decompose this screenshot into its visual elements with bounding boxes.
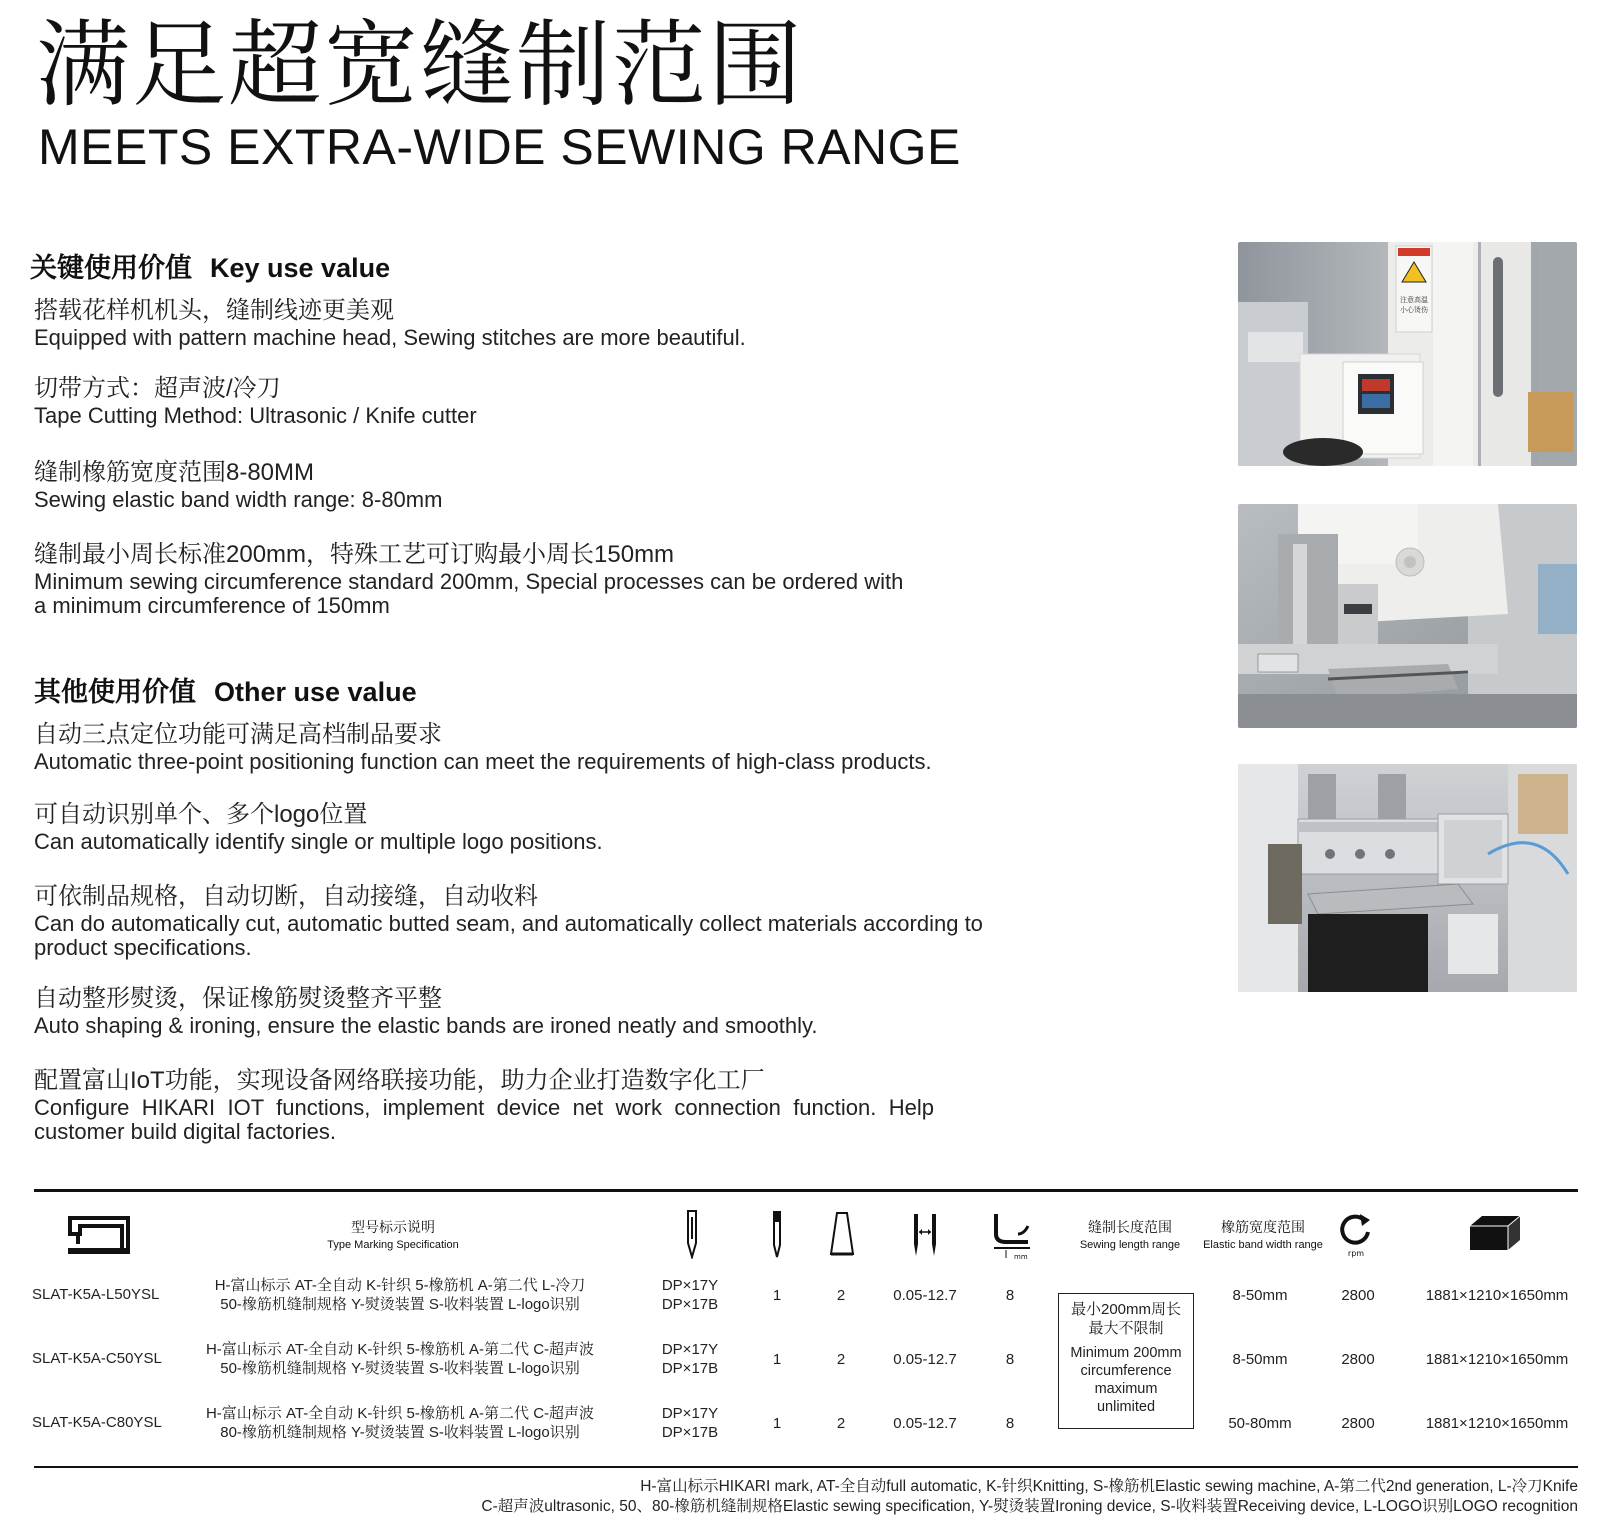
key-heading-en: Key use value bbox=[210, 253, 391, 283]
presser-lift: 8 bbox=[1005, 1287, 1015, 1304]
key-item-cn: 缝制最小周长标准200mm，特殊工艺可订购最小周长150mm bbox=[34, 541, 675, 568]
mm-label: mm bbox=[1014, 1253, 1028, 1260]
page-title-en: MEETS EXTRA-WIDE SEWING RANGE bbox=[38, 119, 961, 175]
sewing-length-range-box bbox=[1058, 1293, 1194, 1429]
other-item-cn: 可依制品规格，自动切断，自动接缝，自动收料 bbox=[34, 883, 538, 910]
other-item-cn: 可自动识别单个、多个logo位置 bbox=[34, 801, 368, 828]
speed-rpm: 2800 bbox=[1341, 1351, 1375, 1368]
band-width: 8-50mm bbox=[1232, 1287, 1288, 1304]
other-heading-en: Other use value bbox=[214, 677, 417, 707]
model-description-line1: H-富山标示 AT-全自动 K-针织 5-橡筋机 A-第二代 C-超声波 bbox=[205, 1341, 595, 1358]
band-width-header-cn: 橡筋宽度范围 bbox=[1221, 1219, 1305, 1235]
dimensions: 1881×1210×1650mm bbox=[1425, 1351, 1569, 1368]
other-item bbox=[34, 800, 1164, 854]
key-item-cn: 缝制橡筋宽度范围8-80MM bbox=[34, 459, 315, 486]
sew-range-en-1: Minimum 200mm bbox=[1070, 1345, 1182, 1361]
sewing-length-header-cn: 缝制长度范围 bbox=[1088, 1219, 1172, 1235]
type-spec-header-en: Type Marking Specification bbox=[327, 1239, 459, 1251]
model-description-line1: H-富山标示 AT-全自动 K-针织 5-橡筋机 A-第二代 C-超声波 bbox=[205, 1405, 595, 1422]
stitch-length: 0.05-12.7 bbox=[893, 1287, 957, 1304]
other-item-en: Configure HIKARI IOT functions, implement device net work connection function. Help customer build digital factories. bbox=[34, 1095, 934, 1144]
model-description-line2: 50-橡筋机缝制规格 Y-熨烫装置 S-收料装置 L-logo识别 bbox=[220, 1296, 580, 1313]
other-heading-cn: 其他使用价值 bbox=[34, 677, 196, 707]
key-item bbox=[34, 374, 1164, 428]
machine-photo-cutter-unit bbox=[1238, 764, 1577, 992]
other-item-cn: 自动整形熨烫，保证橡筋熨烫整齐平整 bbox=[34, 985, 442, 1012]
needle-count: 1 bbox=[772, 1351, 782, 1368]
model-description-line2: 80-橡筋机缝制规格 Y-熨烫装置 S-收料装置 L-logo识别 bbox=[220, 1424, 580, 1441]
table-bottom-rule bbox=[34, 1466, 1578, 1468]
thread-count: 2 bbox=[836, 1351, 846, 1368]
key-item-en: Minimum sewing circumference standard 200mm, Special processes can be ordered with a minimum circumference of 150mm bbox=[34, 569, 904, 618]
sew-range-en-4: unlimited bbox=[1096, 1399, 1156, 1415]
needle-type-2: DP×17B bbox=[661, 1296, 719, 1313]
key-item bbox=[34, 296, 1164, 350]
other-item bbox=[34, 882, 1044, 960]
key-item-en: Equipped with pattern machine head, Sewing stitches are more beautiful. bbox=[34, 325, 746, 350]
sewing-length-header-en: Sewing length range bbox=[1079, 1239, 1181, 1251]
other-item-cn: 自动三点定位功能可满足高档制品要求 bbox=[34, 721, 442, 748]
needle-type-2: DP×17B bbox=[661, 1360, 719, 1377]
sewing-machine-icon bbox=[66, 1212, 132, 1263]
model-description-line2: 50-橡筋机缝制规格 Y-熨烫装置 S-收料装置 L-logo识别 bbox=[220, 1360, 580, 1377]
needle-type bbox=[650, 1340, 730, 1378]
stitch-length-icon bbox=[910, 1212, 940, 1263]
footnote-line-2: C-超声波ultrasonic, 50、80-橡筋机缝制规格Elastic sewing specification, Y-熨烫装置Ironing device, S-收料装置Receiving device, L-LOGO识别LOGO recognition bbox=[481, 1498, 1578, 1515]
band-width-header-en: Elastic band width range bbox=[1203, 1239, 1323, 1251]
key-item-cn: 切带方式：超声波/冷刀 bbox=[34, 375, 281, 402]
speed-rpm-icon bbox=[1338, 1212, 1374, 1263]
needle-icon bbox=[682, 1209, 702, 1264]
key-item-cn: 搭载花样机机头，缝制线迹更美观 bbox=[34, 297, 394, 324]
rpm-label: rpm bbox=[1347, 1249, 1365, 1258]
dimensions: 1881×1210×1650mm bbox=[1425, 1287, 1569, 1304]
key-item bbox=[34, 458, 1164, 512]
type-spec-header bbox=[318, 1218, 468, 1254]
key-item-en: Sewing elastic band width range: 8-80mm bbox=[34, 487, 443, 512]
page-title-cn: 满足超宽缝制范围 bbox=[36, 12, 805, 117]
needle-type-1: DP×17Y bbox=[661, 1405, 719, 1422]
key-heading-cn: 关键使用价值 bbox=[30, 253, 192, 283]
band-width: 8-50mm bbox=[1232, 1351, 1288, 1368]
thread-count: 2 bbox=[836, 1415, 846, 1432]
presser-lift: 8 bbox=[1005, 1351, 1015, 1368]
needle-count: 1 bbox=[772, 1287, 782, 1304]
other-section-heading bbox=[34, 670, 417, 709]
presser-lift: 8 bbox=[1005, 1415, 1015, 1432]
stitch-length: 0.05-12.7 bbox=[893, 1415, 957, 1432]
key-item-en: Tape Cutting Method: Ultrasonic / Knife cutter bbox=[34, 403, 477, 428]
other-item-en: Can automatically identify single or multiple logo positions. bbox=[34, 829, 603, 854]
speed-rpm: 2800 bbox=[1341, 1415, 1375, 1432]
model-description bbox=[180, 1340, 620, 1378]
presser-foot-lift-icon bbox=[992, 1212, 1032, 1265]
model-number: SLAT-K5A-L50YSL bbox=[32, 1286, 160, 1303]
band-width: 50-80mm bbox=[1228, 1415, 1292, 1432]
photo-warning-text-2: 小心烫伤 bbox=[1400, 306, 1428, 314]
needle-type bbox=[650, 1276, 730, 1314]
band-width-header bbox=[1194, 1218, 1332, 1254]
needle-type-1: DP×17Y bbox=[661, 1341, 719, 1358]
model-number: SLAT-K5A-C80YSL bbox=[32, 1414, 162, 1431]
sew-range-cn-1: 最小200mm周长 bbox=[1070, 1301, 1182, 1318]
other-item-en: Can do automatically cut, automatic butted seam, and automatically collect materials according to product specifications. bbox=[34, 911, 983, 960]
sewing-length-header bbox=[1070, 1218, 1190, 1254]
stitch-length: 0.05-12.7 bbox=[893, 1351, 957, 1368]
other-item-cn: 配置富山IoT功能，实现设备网络联接功能，助力企业打造数字化工厂 bbox=[34, 1067, 765, 1094]
machine-photo-sewing-head bbox=[1238, 504, 1577, 728]
key-item bbox=[34, 540, 914, 618]
sew-range-cn-2: 最大不限制 bbox=[1088, 1320, 1164, 1337]
other-item-en: Automatic three-point positioning function can meet the requirements of high-class products. bbox=[34, 749, 932, 774]
needle-count: 1 bbox=[772, 1415, 782, 1432]
needle-type-2: DP×17B bbox=[661, 1424, 719, 1441]
footnote-line-1: H-富山标示HIKARI mark, AT-全自动full automatic, K-针织Knitting, S-橡筋机Elastic sewing machine, A-第二代2nd generation, L-冷刀Knife bbox=[640, 1478, 1578, 1495]
model-number: SLAT-K5A-C50YSL bbox=[32, 1350, 162, 1367]
dimensions: 1881×1210×1650mm bbox=[1425, 1415, 1569, 1432]
photo-warning-text-1: 注意高温 bbox=[1400, 296, 1428, 304]
other-item-en: Auto shaping & ironing, ensure the elastic bands are ironed neatly and smoothly. bbox=[34, 1013, 818, 1038]
model-description bbox=[180, 1276, 620, 1314]
machine-photo-control-panel bbox=[1238, 242, 1577, 466]
thread-spool-icon bbox=[828, 1210, 856, 1263]
sew-range-en-2: circumference bbox=[1080, 1363, 1172, 1379]
dimensions-box-icon bbox=[1468, 1212, 1522, 1257]
key-section-heading bbox=[30, 246, 390, 285]
table-top-rule bbox=[34, 1189, 1578, 1192]
type-spec-header-cn: 型号标示说明 bbox=[351, 1219, 435, 1235]
other-item bbox=[34, 1066, 934, 1144]
needle-type-1: DP×17Y bbox=[661, 1277, 719, 1294]
other-item bbox=[34, 984, 1164, 1038]
needle-type bbox=[650, 1404, 730, 1442]
thread-count: 2 bbox=[836, 1287, 846, 1304]
sew-range-en-3: maximum bbox=[1094, 1381, 1158, 1397]
model-description bbox=[180, 1404, 620, 1442]
needle-count-icon bbox=[769, 1209, 785, 1264]
other-item bbox=[34, 720, 1164, 774]
speed-rpm: 2800 bbox=[1341, 1287, 1375, 1304]
model-description-line1: H-富山标示 AT-全自动 K-针织 5-橡筋机 A-第二代 L-冷刀 bbox=[214, 1277, 586, 1294]
